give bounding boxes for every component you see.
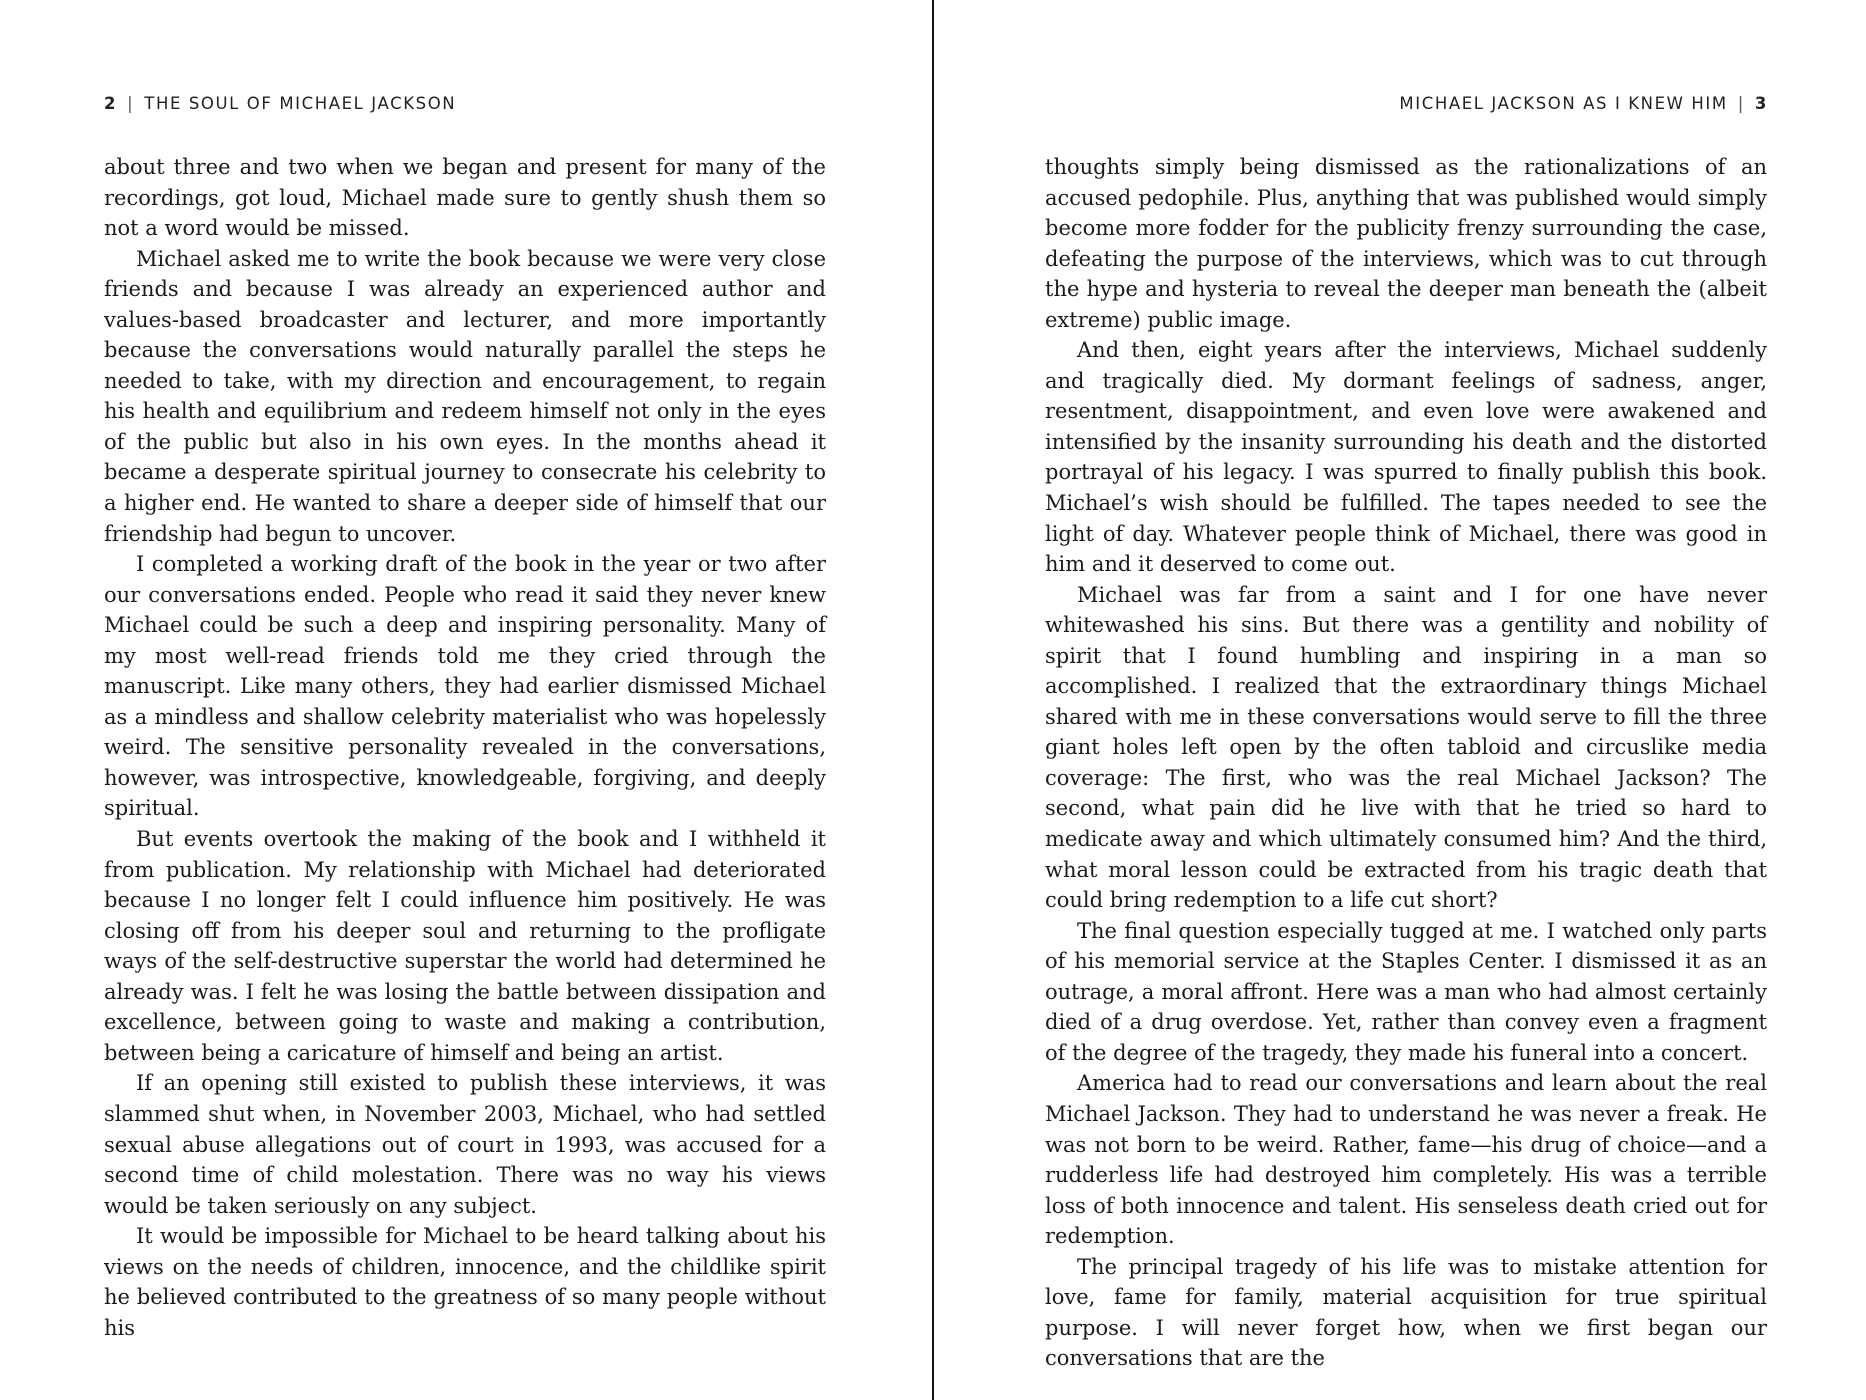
header-separator: | (1737, 94, 1745, 113)
right-page (934, 0, 1866, 1400)
paragraph: America had to read our conversations and learn about the real Michael Jackson. They had to understand he was never a freak. He was not born to be weird. Rather, fame—his drug of choice—and a rudderless life had destroyed him completely. His was a terrible loss of both innocence and talent. His senseless death cried out for redemption. (1045, 1071, 1767, 1249)
header-separator: | (127, 94, 135, 113)
paragraph: And then, eight years after the interviews, Michael suddenly and tragically died. My dormant feelings of sadness, anger, resentment, disappointment, and even love were awakened and intensified by the insanity surrounding his death and the distorted portrayal of his legacy. I was spurred to finally publish this book. Michael’s wish should be fulfilled. The tapes needed to see the light of day. Whatever people think of Michael, there was good in him and it deserved to come out. (1045, 338, 1767, 577)
paragraph: thoughts simply being dismissed as the rationalizations of an accused pedophile. Plus, anything that was published would simply become more fodder for the publicity frenzy surrounding the case, defeating the purpose of the interviews, which was to cut through the hype and hysteria to reveal the deeper man beneath the (albeit extreme) public image. (1045, 155, 1767, 332)
page-number-right: 3 (1754, 94, 1768, 113)
paragraph: Michael asked me to write the book because we were very close friends and because I was already an experienced author and values-based broadcaster and lecturer, and more importantly because the conversations would naturally parallel the steps he needed to take, with my direction and encouragement, to regain his health and equilibrium and redeem himself not only in the eyes of the public but also in his own eyes. In the months ahead it became a desperate spiritual journey to consecrate his celebrity to a higher end. He wanted to share a deeper side of himself that our friendship had begun to uncover. (104, 246, 826, 546)
running-head-right (1399, 94, 1768, 113)
paragraph: about three and two when we began and present for many of the recordings, got loud, Michael made sure to gently shush them so not a word would be missed. (104, 155, 826, 241)
paragraph: The principal tragedy of his life was to mistake attention for love, fame for family, material acquisition for true spiritual purpose. I will never forget how, when we first began our conversations that are the (1045, 1254, 1767, 1371)
paragraph: But events overtook the making of the book and I withheld it from publication. My relationship with Michael had deteriorated because I no longer felt I could influence him positively. He was closing off from his deeper soul and returning to the profligate ways of the self-destructive superstar the world had determined he already was. I felt he was losing the battle between dissipation and excellence, between going to waste and making a contribution, between being a caricature of himself and being an artist. (104, 827, 826, 1065)
page-number-left: 2 (104, 94, 118, 113)
paragraph: It would be impossible for Michael to be heard talking about his views on the needs of children, innocence, and the childlike spirit he believed contributed to the greatness of so many people without his (104, 1224, 826, 1340)
body-text-right (1045, 152, 1767, 1374)
paragraph: Michael was far from a saint and I for one have never whitewashed his sins. But there was a gentility and nobility of spirit that I found humbling and inspiring in a man so accomplished. I realized that the extraordinary things Michael shared with me in these conversations would serve to fill the three giant holes left open by the often tabloid and circuslike media coverage: The first, who was the real Michael Jackson? The second, what pain did he live with that he tried so hard to medicate away and which ultimately consumed him? And the third, what moral lesson could be extracted from his tragic death that could bring redemption to a life cut short? (1045, 582, 1767, 913)
running-head-title-left: THE SOUL OF MICHAEL JACKSON (144, 94, 457, 113)
paragraph: I completed a working draft of the book in the year or two after our conversations ended. People who read it said they never knew Michael could be such a deep and inspiring personality. Many of my most well-read friends told me they cried through the manuscript. Like many others, they had earlier dismissed Michael as a mindless and shallow celebrity materialist who was hopelessly weird. The sensitive personality revealed in the conversations, however, was introspective, knowledgeable, forgiving, and deeply spiritual. (104, 552, 826, 821)
running-head-left (104, 94, 456, 113)
paragraph: The final question especially tugged at me. I watched only parts of his memorial service at the Staples Center. I dismissed it as an outrage, a moral affront. Here was a man who had almost certainly died of a drug overdose. Yet, rather than convey even a fragment of the degree of the tragedy, they made his funeral into a concert. (1045, 918, 1767, 1065)
body-text-left (104, 152, 826, 1343)
paragraph: If an opening still existed to publish these interviews, it was slammed shut when, in November 2003, Michael, who had settled sexual abuse allegations out of court in 1993, was accused for a second time of child molestation. There was no way his views would be taken seriously on any subject. (104, 1071, 826, 1218)
left-page (0, 0, 932, 1400)
running-head-title-right: MICHAEL JACKSON AS I KNEW HIM (1399, 94, 1728, 113)
